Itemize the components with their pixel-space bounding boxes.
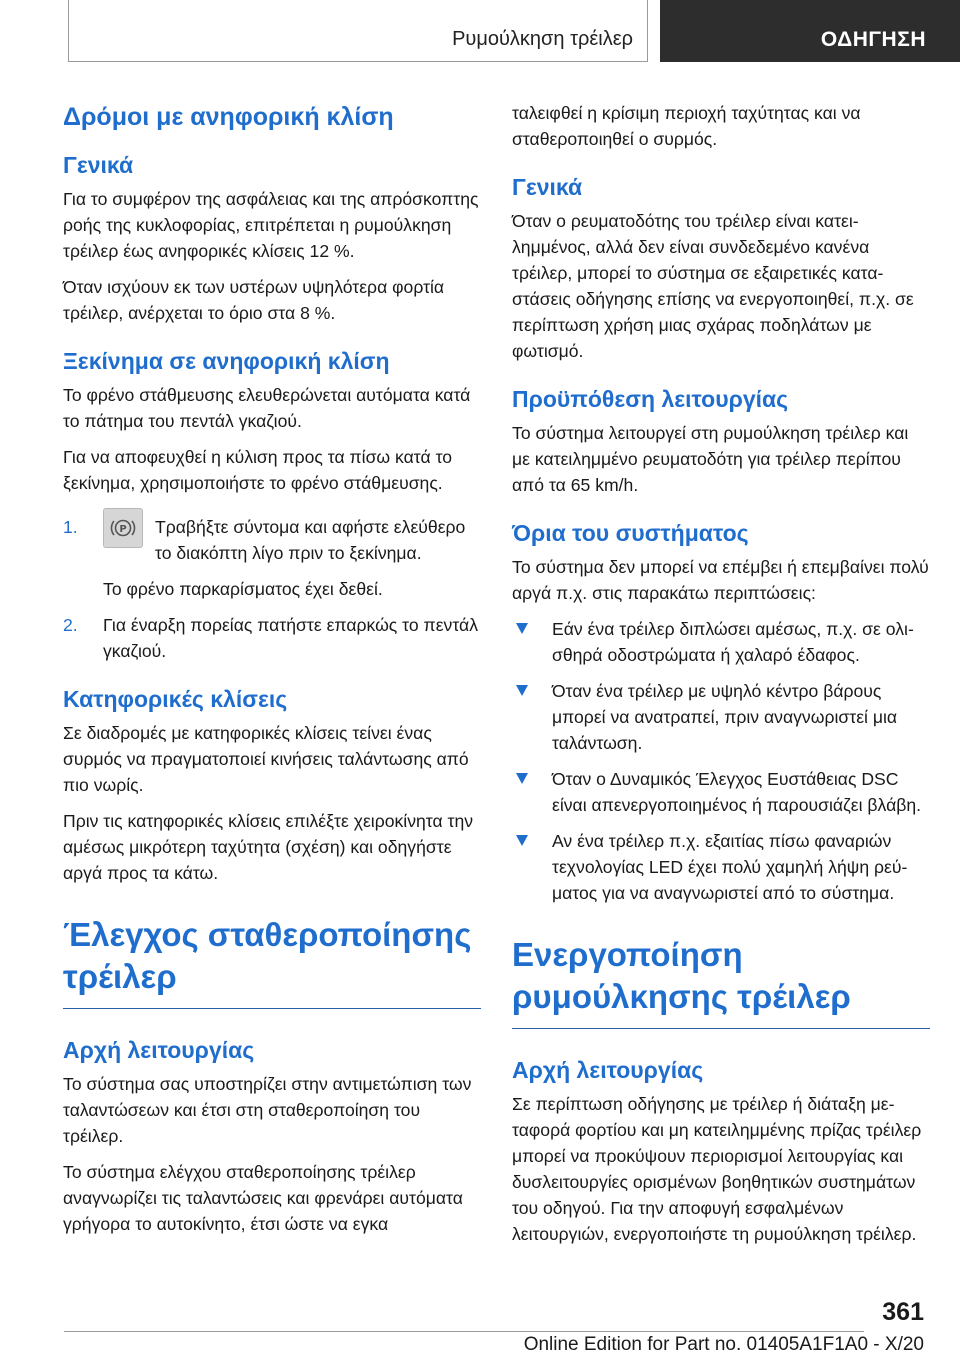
paragraph-system-limits: Το σύστημα δεν μπορεί να επέμβει ή επεμβαίνει πολύ αργά π.χ. στις παρακάτω περιπτώσεις: xyxy=(512,557,929,603)
heading-principle: Αρχή λειτουργίας xyxy=(63,1037,255,1063)
list-item-text: Αν ένα τρέιλερ π.χ. εξαιτίας πίσω φαναριών τεχνολογίας LED έχει πολύ χαμηλή λήψη ρεύματος για να αναγνωριστεί από το σύστημα. xyxy=(552,831,908,903)
paragraph-principle-3: Σε περίπτωση οδήγησης με τρέιλερ ή διάταξη μεταφορά φορτίου και μη κατειλημμένης πρίζας τρέιλερ μπορεί να προκύψουν περιορισμοί λειτουργίας και δυσλειτουργίες ορισμένων βοηθητικών συστημάτων του οδηγού. Για την αποφυγή εσφαλμένων λειτουργιών, ενεργοποιήστε τη ρυμούλκηση τρέιλερ. xyxy=(512,1094,922,1244)
step-1-text: Τραβήξτε σύντομα και αφήστε ελεύθερο το διακόπτη λίγο πριν το ξεκίνημα. xyxy=(155,517,466,563)
triangle-bullet-icon xyxy=(516,685,528,696)
paragraph-general-b: Όταν ισχύουν εκ των υστέρων υψηλότερα φορτία τρέιλερ, ανέρχεται το όριο στα 8 %. xyxy=(63,277,445,323)
right-column xyxy=(512,100,930,1257)
triangle-bullet-icon xyxy=(516,835,528,846)
svg-text:P: P xyxy=(119,524,127,535)
list-item xyxy=(512,616,930,668)
paragraph-principle-2: Το σύστημα ελέγχου σταθεροποίησης τρέιλερ αναγνωρίζει τις ταλαντώσεις και φρενάρει αυτόματα γρήγορα το αυτοκίνητο, έτσι ώστε να εγκα xyxy=(63,1162,463,1234)
step-2-text: Για έναρξη πορείας πατήστε επαρκώς το πεντάλ γκαζιού. xyxy=(103,615,479,661)
page-number: 361 xyxy=(882,1298,924,1326)
heading-activate-trailer-towing: Ενεργοποίηση ρυμούλκησης τρέιλερ xyxy=(512,934,930,1029)
list-item xyxy=(512,828,930,906)
footer-edition: Online Edition for Part no. 01405A1F1A0 - X/20 xyxy=(523,1334,924,1355)
parking-brake-icon xyxy=(103,508,143,548)
paragraph-start-1: Το φρένο στάθμευσης ελευθερώνεται αυτόματα κατά το πάτημα του πεντάλ γκαζιού. xyxy=(63,385,471,431)
heading-uphill-start: Ξεκίνημα σε ανηφορική κλίση xyxy=(63,348,390,374)
heading-downhill: Κατηφορικές κλίσεις xyxy=(63,686,288,712)
triangle-bullet-icon xyxy=(516,773,528,784)
header-chapter-title: ΟΔΗΓΗΣΗ xyxy=(820,28,926,51)
list-item-text: Όταν ένα τρέιλερ με υψηλό κέντρο βάρους μπορεί να ανατραπεί, πριν αναγνωριστεί μια ταλάντωση. xyxy=(552,681,898,753)
step-2-number: 2. xyxy=(63,615,78,635)
header-chapter-tab xyxy=(660,0,960,62)
header-section-title: Ρυμούλκηση τρέιλερ xyxy=(452,28,633,50)
left-column xyxy=(63,100,481,1247)
paragraph-general-2: Όταν ο ρευματοδότης του τρέιλερ είναι κατειλημμένος, αλλά δεν είναι συνδεδεμένο κανένα τρέιλερ, μπορεί το σύστημα σε εξαιρετικές καταστάσεις οδήγησης επίσης να ενεργοποιηθεί, π.χ. σε περίπτωση χρήση μιας σχάρας ποδηλάτων με φωτισμό. xyxy=(512,211,914,361)
paragraph-continued: ταλειφθεί η κρίσιμη περιοχή ταχύτητας και να σταθεροποιηθεί ο συρμός. xyxy=(512,103,861,149)
paragraph-principle-1: Το σύστημα σας υποστηρίζει στην αντιμετώπιση των ταλαντώσεων και έτσι στη σταθεροποίηση του τρέιλερ. xyxy=(63,1074,472,1146)
footer-divider xyxy=(64,1331,864,1332)
paragraph-start-2: Για να αποφευχθεί η κύλιση προς τα πίσω κατά το ξεκίνημα, χρησιμοποιήστε το φρένο στάθμευσης. xyxy=(63,447,453,493)
triangle-bullet-icon xyxy=(516,623,528,634)
step-1 xyxy=(63,514,481,566)
list-item-text: Όταν ο Δυναμικός Έλεγχος Ευστάθειας DSC είναι απενεργοποιημένος ή παρουσιάζει βλάβη. xyxy=(552,769,922,815)
paragraph-prerequisite: Το σύστημα λειτουργεί στη ρυμούλκηση τρέιλερ και με κατειλημμένο ρευματοδότη για τρέιλερ περίπου από τα 65 km/h. xyxy=(512,423,909,495)
paragraph-downhill-2: Πριν τις κατηφορικές κλίσεις επιλέξτε χειροκίνητα την αμέσως μικρότερη ταχύτητα (σχέση) και οδηγήστε αργά προς τα κάτω. xyxy=(63,811,474,883)
list-item xyxy=(512,766,930,818)
list-item-text: Εάν ένα τρέιλερ διπλώσει αμέσως, π.χ. σε ολισθηρά οδοστρώματα ή χαλαρό έδαφος. xyxy=(552,619,914,665)
heading-general-2: Γενικά xyxy=(512,174,583,200)
step-1-number: 1. xyxy=(63,517,78,537)
step-2 xyxy=(63,612,481,664)
step-1-result: Το φρένο παρκαρίσματος έχει δεθεί. xyxy=(103,579,383,599)
paragraph-general-a: Για το συμφέρον της ασφάλειας και της απρόσκοπτης ροής της κυκλοφορίας, επιτρέπεται η ρυμούλκηση τρέιλερ έως ανηφορικές κλίσεις 12 %. xyxy=(63,189,479,261)
heading-general: Γενικά xyxy=(63,152,134,178)
heading-prerequisite: Προϋπόθεση λειτουργίας xyxy=(512,386,789,412)
heading-system-limits: Όρια του συστήματος xyxy=(512,520,749,546)
list-item xyxy=(512,678,930,756)
paragraph-downhill-1: Σε διαδρομές με κατηφορικές κλίσεις τείνει ένας συρμός να πραγματοποιεί κινήσεις ταλάντωσης από πιο νωρίς. xyxy=(63,723,469,795)
heading-hill-roads: Δρόμοι με ανηφορική κλίση xyxy=(63,103,394,131)
heading-principle-2: Αρχή λειτουργίας xyxy=(512,1057,704,1083)
heading-trailer-stabilization: Έλεγχος σταθεροποίησης τρέιλερ xyxy=(63,914,481,1009)
header-section-box xyxy=(68,0,648,62)
